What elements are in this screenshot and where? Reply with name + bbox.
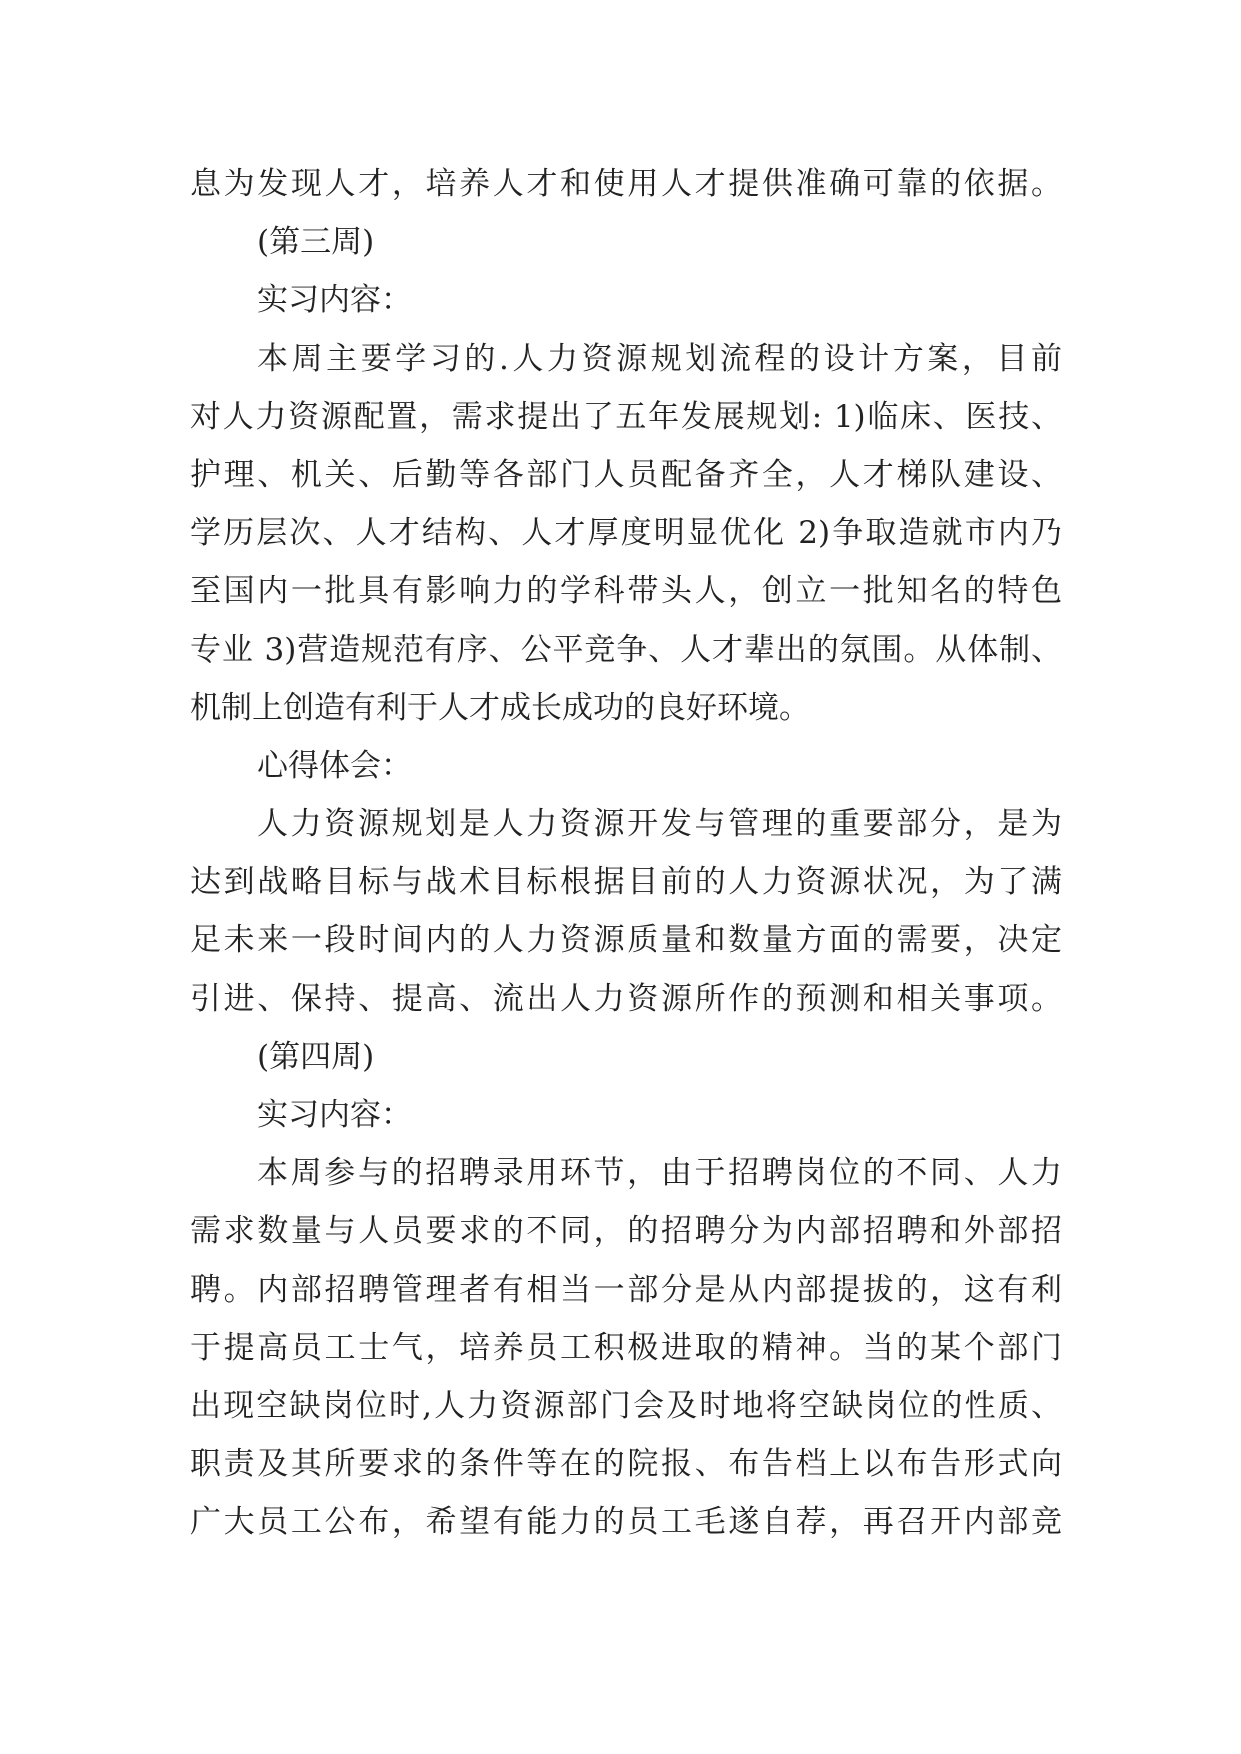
paragraph-line: 至国内一批具有影响力的学科带头人，创立一批知名的特色 <box>190 573 1062 610</box>
section-label: 心得体会： <box>257 747 412 784</box>
paragraph-line: 达到战略目标与战术目标根据目前的人力资源状况，为了满 <box>190 864 1062 901</box>
week-heading: (第三周) <box>257 224 375 261</box>
section-label: 实习内容： <box>257 1097 412 1133</box>
paragraph-line: 引进、保持、提高、流出人力资源所作的预测和相关事项。 <box>190 980 1062 1017</box>
paragraph-line: 出现空缺岗位时,人力资源部门会及时地将空缺岗位的性质、 <box>190 1387 1062 1424</box>
paragraph-line: 本周参与的招聘录用环节，由于招聘岗位的不同、人力 <box>257 1155 1062 1192</box>
paragraph-line: 本周主要学习的.人力资源规划流程的设计方案，目前 <box>257 340 1062 377</box>
paragraph-line: 足未来一段时间内的人力资源质量和数量方面的需要，决定 <box>190 922 1062 959</box>
paragraph-line: 机制上创造有利于人才成长成功的良好环境。 <box>190 689 810 726</box>
section-label: 实习内容： <box>257 282 412 319</box>
paragraph-line: 于提高员工士气，培养员工积极进取的精神。当的某个部门 <box>190 1329 1062 1366</box>
paragraph-line: 学历层次、人才结构、人才厚度明显优化 2)争取造就市内乃 <box>190 515 1062 552</box>
paragraph-line: 对人力资源配置，需求提出了五年发展规划: 1)临床、医技、 <box>190 398 1062 435</box>
paragraph-line: 息为发现人才，培养人才和使用人才提供准确可靠的依据。 <box>190 166 1062 202</box>
paragraph-line: 聘。内部招聘管理者有相当一部分是从内部提拔的，这有利 <box>190 1271 1062 1308</box>
paragraph-line: 需求数量与人员要求的不同，的招聘分为内部招聘和外部招 <box>190 1213 1062 1250</box>
paragraph-line: 职责及其所要求的条件等在的院报、布告档上以布告形式向 <box>190 1446 1062 1483</box>
paragraph-line: 人力资源规划是人力资源开发与管理的重要部分，是为 <box>257 806 1062 843</box>
paragraph-line: 护理、机关、后勤等各部门人员配备齐全，人才梯队建设、 <box>190 456 1062 493</box>
paragraph-line: 专业 3)营造规范有序、公平竞争、人才辈出的氛围。从体制、 <box>190 631 1062 668</box>
paragraph-line: 广大员工公布，希望有能力的员工毛遂自荐，再召开内部竞 <box>190 1504 1062 1541</box>
document-body <box>190 155 1062 1552</box>
week-heading: (第四周) <box>257 1038 375 1075</box>
